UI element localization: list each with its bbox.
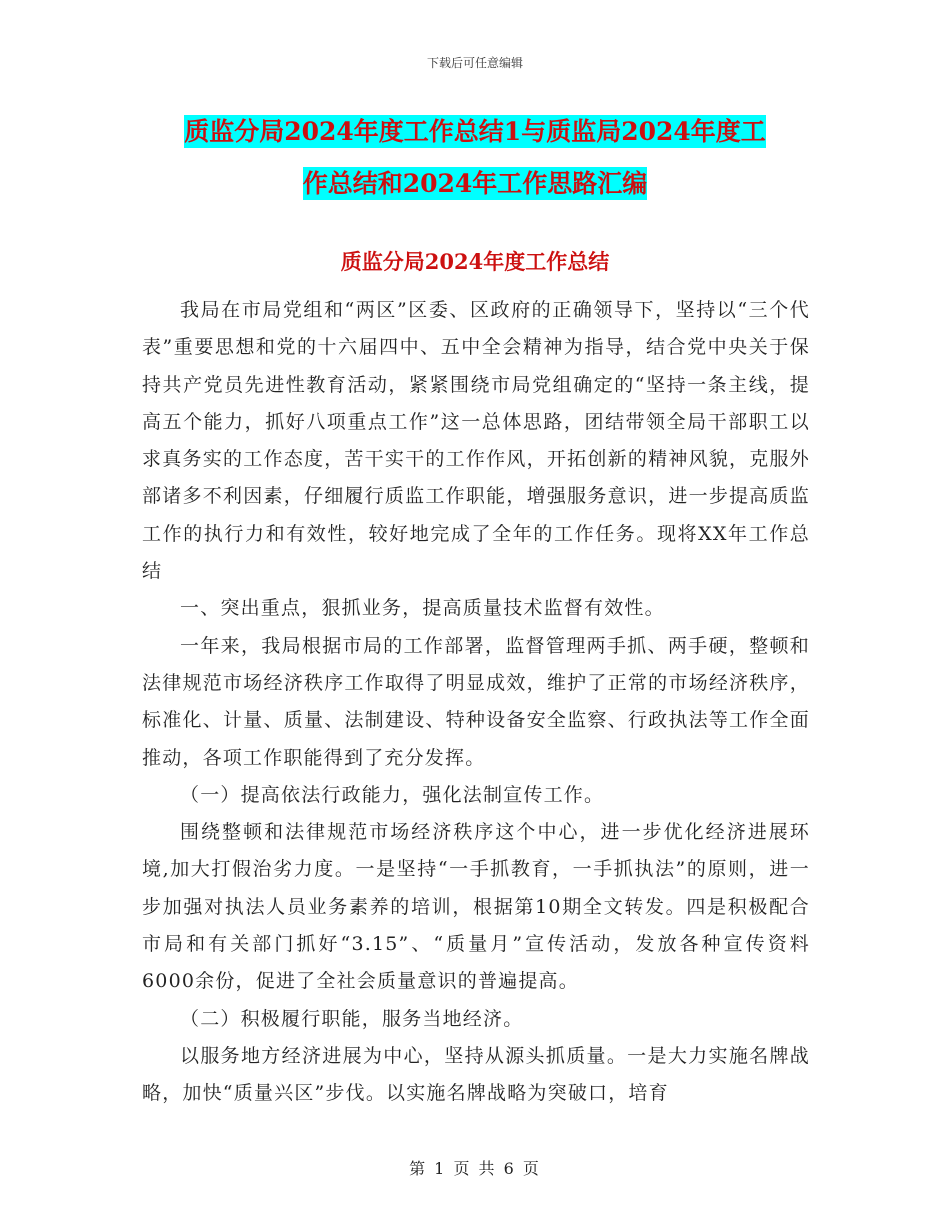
- document-title: [140, 106, 810, 210]
- document-title-line-1: 质监分局2024年度工作总结1与质监局2024年度工: [184, 117, 766, 146]
- paragraph: 以服务地方经济进展为中心，坚持从源头抓质量。一是大力实施名牌战略，加快“质量兴区”步伐。以实施名牌战略为突破口，培育: [142, 1044, 810, 1105]
- paragraph: （二）积极履行职能，服务当地经济。: [180, 1007, 524, 1030]
- document-title-line-2: 作总结和2024年工作思路汇编: [302, 169, 648, 198]
- paragraph: （一）提高依法行政能力，强化法制宣传工作。: [180, 783, 605, 806]
- paragraph: 一年来，我局根据市局的工作部署，监督管理两手抓、两手硬，整顿和法律规范市场经济秩序工作取得了明显成效，维护了正常的市场经济秩序，标准化、计量、质量、法制建设、特种设备安全监察、行政执法等工作全面推动，各项工作职能得到了充分发挥。: [142, 634, 810, 769]
- paragraph: 一、突出重点，狠抓业务，提高质量技术监督有效性。: [180, 597, 665, 620]
- page-footer: 第 1 页 共 6 页: [409, 1159, 541, 1178]
- paragraph: 我局在市局党组和“两区”区委、区政府的正确领导下，坚持以“三个代表”重要思想和党的十六届四中、五中全会精神为指导，结合党中央关于保持共产党员先进性教育活动，紧紧围绕市局党组确定的“坚持一条主线，提高五个能力，抓好八项重点工作”这一总体思路，团结带领全局干部职工以求真务实的工作态度，苦干实干的工作作风，开拓创新的精神风貌，克服外部诸多不利因素，仔细履行质监工作职能，增强服务意识，进一步提高质监工作的执行力和有效性，较好地完成了全年的工作任务。现将XX年工作总结: [142, 299, 810, 583]
- section-title: 质监分局2024年度工作总结: [340, 249, 610, 274]
- header-note: 下载后可任意编辑: [426, 56, 523, 70]
- paragraph: 围绕整顿和法律规范市场经济秩序这个中心，进一步优化经济进展环境,加大打假治劣力度。一是坚持“一手抓教育，一手抓执法”的原则，进一步加强对执法人员业务素养的培训，根据第10期全文转发。四是积极配合市局和有关部门抓好“3.15”、“质量月”宣传活动，发放各种宣传资料6000余份，促进了全社会质量意识的普遍提高。: [142, 821, 810, 993]
- document-body: [142, 292, 810, 1113]
